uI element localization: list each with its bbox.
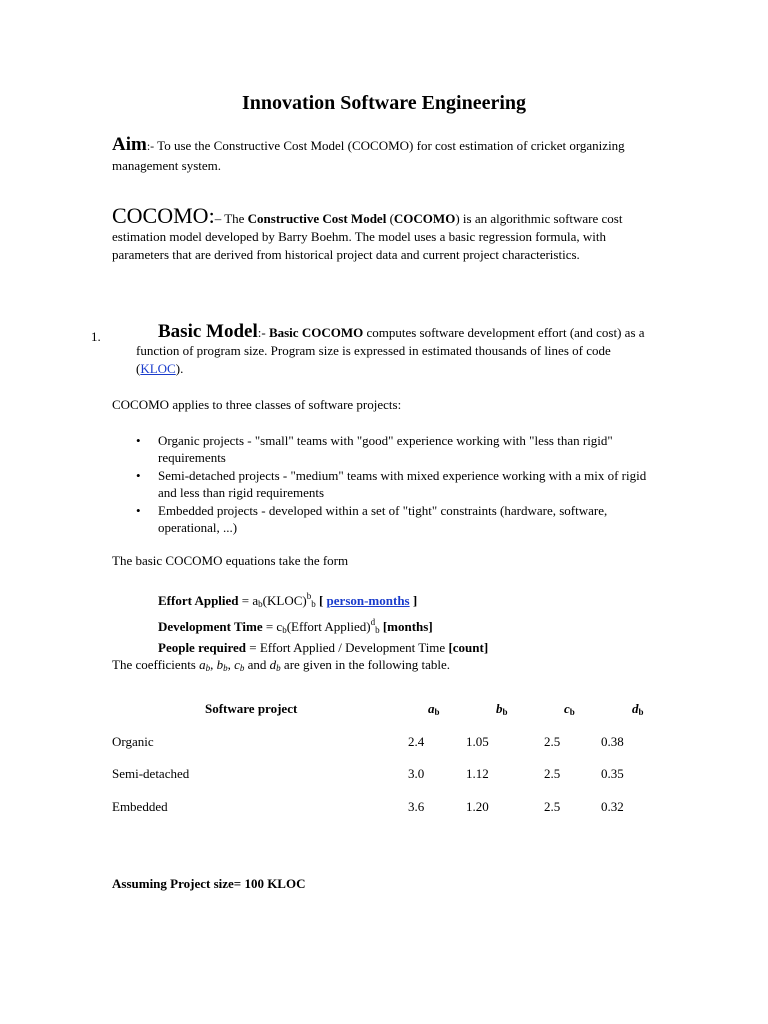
coef-sub: b — [205, 663, 211, 673]
header-c — [564, 701, 575, 717]
header-software-project: Software project — [205, 701, 298, 716]
header-d — [632, 701, 644, 717]
aim-separator: :- — [146, 139, 155, 153]
coef-c: c — [234, 657, 240, 672]
basic-model-paragraph — [136, 323, 656, 378]
effort-label: Effort Applied — [158, 593, 239, 608]
person-months-link[interactable] — [327, 593, 410, 608]
header-b — [496, 701, 508, 717]
basic-cocomo-bold: Basic COCOMO — [268, 325, 364, 340]
development-time-equation — [158, 613, 488, 639]
coef-pre: The coefficients — [112, 657, 200, 672]
coef-sub: b — [276, 663, 281, 673]
devtime-unit: [months] — [379, 619, 433, 634]
list-item — [136, 467, 656, 501]
cocomo-label: COCOMO: — [112, 203, 215, 228]
table-cell-d: 0.35 — [601, 766, 624, 781]
equations-block — [158, 587, 488, 657]
cocomo-text: ) is an algorithmic software cost estimation model developed by Barry Boehm. The model uses a basic regression formula, with parameters that are derived from historical project data and current project characteristics. — [112, 211, 623, 262]
cocomo-bold-name: Constructive Cost Model — [247, 211, 387, 226]
table-cell-b: 1.05 — [466, 734, 489, 749]
development-time-label: Development Time — [158, 619, 263, 634]
list-item-text: Semi-detached projects - "medium" teams with mixed experience working with a mix of rigid and less than rigid requirements — [158, 468, 647, 500]
coef-a: a — [199, 657, 206, 672]
effort-sup: b — [306, 591, 312, 601]
aim-text: To use the Constructive Cost Model (COCOMO) for cost estimation of cricket organizing management system. — [112, 138, 625, 173]
page-title: Innovation Software Engineering — [241, 92, 527, 114]
people-unit: [count] — [448, 640, 489, 655]
basic-model-text: computes software development effort (and cost) as a function of program size. Program size is expressed in estimated thousands of lines of code ( — [136, 325, 645, 376]
coef-d: d — [269, 657, 277, 672]
devtime-eq-text: = c — [262, 619, 283, 634]
list-number: 1. — [91, 329, 101, 344]
table-cell-d: 0.38 — [601, 734, 624, 749]
basic-model-end: ). — [175, 361, 184, 376]
effort-sub-a: b — [258, 599, 263, 609]
project-classes-list — [136, 432, 656, 537]
effort-kloc: (KLOC) — [262, 593, 307, 608]
cocomo-bold-acronym: COCOMO — [393, 211, 456, 226]
header-sub: b — [638, 707, 644, 717]
header-sub: b — [569, 707, 575, 717]
bullet-icon: • — [136, 433, 141, 448]
coef-sub: b — [223, 663, 228, 673]
list-item — [136, 502, 656, 536]
table-cell-b: 1.20 — [466, 799, 489, 814]
header-sub: b — [502, 707, 508, 717]
table-cell-b: 1.12 — [466, 766, 489, 781]
table-cell-d: 0.32 — [601, 799, 624, 814]
header-a — [428, 701, 440, 717]
coef-b: b — [216, 657, 224, 672]
header-sub: b — [434, 707, 440, 717]
header-c-letter: c — [564, 701, 570, 716]
devtime-sub-c: b — [282, 625, 287, 635]
basic-model-separator: :- — [257, 325, 269, 340]
bullet-icon: • — [136, 503, 141, 518]
bullet-icon: • — [136, 468, 141, 483]
effort-equation — [158, 587, 488, 613]
people-required-equation — [158, 639, 488, 657]
table-cell-a: 3.6 — [408, 799, 425, 814]
coef-sub: b — [239, 663, 245, 673]
table-cell-name: Semi-detached — [112, 766, 190, 781]
table-cell-c: 2.5 — [544, 734, 561, 749]
aim-label: Aim — [112, 134, 147, 155]
table-cell-name: Embedded — [112, 799, 168, 814]
table-cell-c: 2.5 — [544, 766, 561, 781]
devtime-sup: d — [370, 617, 376, 627]
coef-post: are given in the following table. — [280, 657, 450, 672]
people-eq-text: = Effort Applied / Development Time — [246, 640, 449, 655]
effort-eq-text: = a — [238, 593, 259, 608]
aim-paragraph — [112, 135, 652, 175]
cocomo-paren: ( — [386, 211, 394, 226]
effort-bracket-close: ] — [409, 593, 418, 608]
basic-model-label: Basic Model — [158, 321, 258, 342]
list-item-text: Organic projects - "small" teams with "good" experience working with "less than rigid" requirements — [158, 433, 613, 465]
coefficients-sentence — [112, 657, 450, 673]
coef-comma: , — [210, 657, 217, 672]
list-item-text: Embedded projects - developed within a set of "tight" constraints (hardware, software, operational, ...) — [158, 503, 608, 535]
devtime-effort: (Effort Applied) — [286, 619, 371, 634]
list-item — [136, 432, 656, 466]
people-required-label: People required — [158, 640, 246, 655]
table-cell-a: 2.4 — [408, 734, 425, 749]
effort-bracket-open: [ — [315, 593, 327, 608]
kloc-link[interactable]: KLOC — [140, 361, 176, 376]
coef-comma: , — [227, 657, 235, 672]
table-cell-a: 3.0 — [408, 766, 425, 781]
header-a-letter: a — [428, 701, 435, 716]
table-cell-c: 2.5 — [544, 799, 561, 814]
equations-intro: The basic COCOMO equations take the form — [112, 553, 349, 568]
coef-and: and — [244, 657, 270, 672]
cocomo-dash: – The — [214, 211, 248, 226]
person-months-text: person-months — [326, 593, 410, 608]
table-cell-name: Organic — [112, 734, 154, 749]
classes-intro: COCOMO applies to three classes of software projects: — [112, 397, 402, 412]
cocomo-paragraph — [112, 203, 642, 264]
effort-sub-b: b — [311, 599, 316, 609]
header-b-letter: b — [496, 701, 503, 716]
project-size-assumption: Assuming Project size= 100 KLOC — [112, 876, 306, 891]
header-d-letter: d — [632, 701, 639, 716]
devtime-sub-d: b — [375, 625, 380, 635]
